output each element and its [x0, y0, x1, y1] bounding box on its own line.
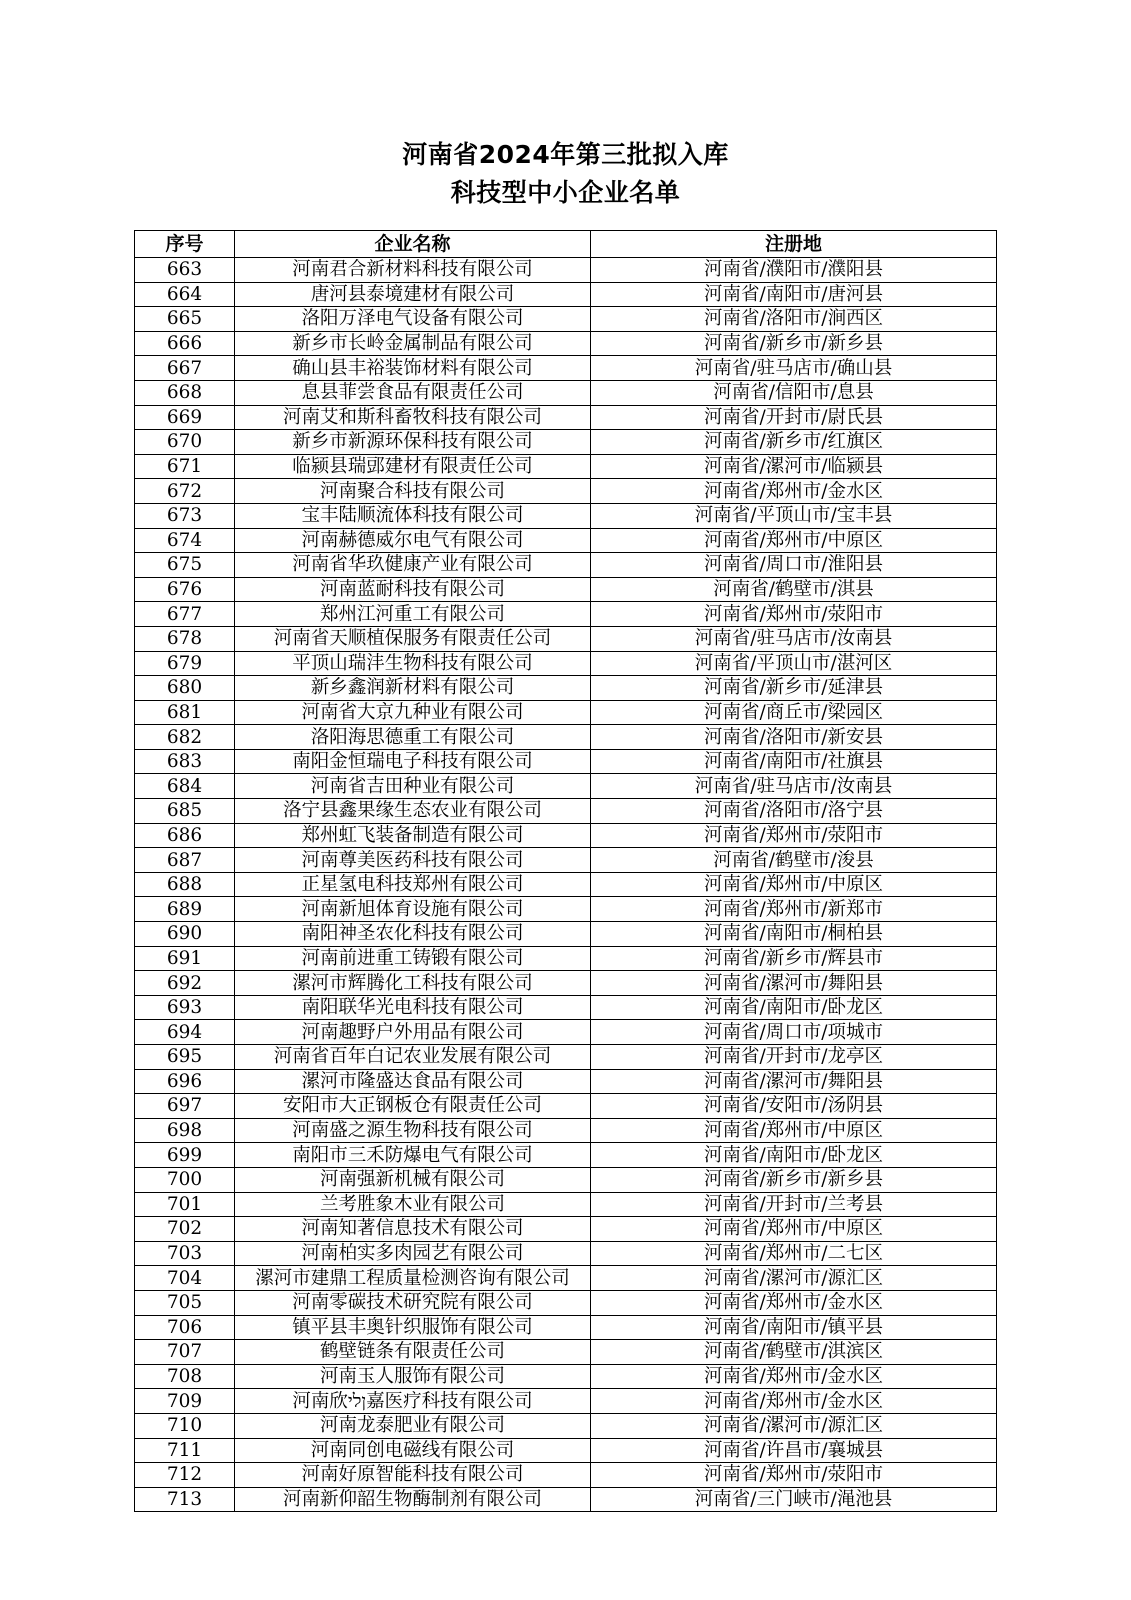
cell-index: 679: [135, 651, 235, 676]
cell-registration-place: 河南省/鹤壁市/浚县: [591, 848, 997, 873]
table-row: [135, 1364, 997, 1389]
cell-enterprise-name: 河南赫德威尔电气有限公司: [235, 528, 591, 553]
cell-index: 664: [135, 282, 235, 307]
cell-enterprise-name: 河南柏实多肉园艺有限公司: [235, 1241, 591, 1266]
cell-index: 667: [135, 356, 235, 381]
cell-enterprise-name: 新乡市新源环保科技有限公司: [235, 430, 591, 455]
cell-index: 666: [135, 331, 235, 356]
cell-enterprise-name: 南阳金恒瑞电子科技有限公司: [235, 749, 591, 774]
cell-enterprise-name: 河南尊美医药科技有限公司: [235, 848, 591, 873]
table-row: [135, 897, 997, 922]
cell-index: 696: [135, 1069, 235, 1094]
table-row: [135, 454, 997, 479]
cell-registration-place: 河南省/驻马店市/汝南县: [591, 774, 997, 799]
column-header-index: 序号: [135, 231, 235, 258]
cell-registration-place: 河南省/郑州市/中原区: [591, 528, 997, 553]
cell-registration-place: 河南省/平顶山市/宝丰县: [591, 503, 997, 528]
cell-registration-place: 河南省/南阳市/社旗县: [591, 749, 997, 774]
cell-registration-place: 河南省/漯河市/源汇区: [591, 1266, 997, 1291]
table-body: [135, 258, 997, 1512]
page-title: [110, 136, 1021, 212]
cell-enterprise-name: 河南趣野户外用品有限公司: [235, 1020, 591, 1045]
table-row: [135, 577, 997, 602]
cell-enterprise-name: 河南同创电磁线有限公司: [235, 1438, 591, 1463]
cell-enterprise-name: 鹤壁链条有限责任公司: [235, 1340, 591, 1365]
title-line-2: 科技型中小企业名单: [450, 178, 681, 207]
cell-index: 690: [135, 922, 235, 947]
table-row: [135, 1487, 997, 1512]
cell-index: 695: [135, 1045, 235, 1070]
cell-enterprise-name: 临颍县瑞郖建材有限责任公司: [235, 454, 591, 479]
cell-enterprise-name: 漯河市辉腾化工科技有限公司: [235, 971, 591, 996]
cell-registration-place: 河南省/开封市/尉氏县: [591, 405, 997, 430]
table-row: [135, 1389, 997, 1414]
cell-index: 712: [135, 1463, 235, 1488]
table-header-row: [135, 231, 997, 258]
cell-registration-place: 河南省/南阳市/桐柏县: [591, 922, 997, 947]
cell-index: 685: [135, 799, 235, 824]
cell-registration-place: 河南省/南阳市/镇平县: [591, 1315, 997, 1340]
table-row: [135, 282, 997, 307]
cell-index: 680: [135, 676, 235, 701]
table-row: [135, 922, 997, 947]
cell-index: 707: [135, 1340, 235, 1365]
cell-registration-place: 河南省/郑州市/中原区: [591, 872, 997, 897]
cell-enterprise-name: 河南零碳技术研究院有限公司: [235, 1290, 591, 1315]
table-row: [135, 1413, 997, 1438]
table-row: [135, 528, 997, 553]
cell-registration-place: 河南省/洛阳市/涧西区: [591, 307, 997, 332]
table-row: [135, 1192, 997, 1217]
cell-enterprise-name: 南阳市三禾防爆电气有限公司: [235, 1143, 591, 1168]
cell-enterprise-name: 洛阳万泽电气设备有限公司: [235, 307, 591, 332]
cell-enterprise-name: 洛宁县鑫果缘生态农业有限公司: [235, 799, 591, 824]
cell-registration-place: 河南省/漯河市/舞阳县: [591, 971, 997, 996]
cell-registration-place: 河南省/商丘市/梁园区: [591, 700, 997, 725]
table-row: [135, 1266, 997, 1291]
table-row: [135, 651, 997, 676]
cell-registration-place: 河南省/郑州市/新郑市: [591, 897, 997, 922]
cell-index: 670: [135, 430, 235, 455]
cell-index: 706: [135, 1315, 235, 1340]
cell-index: 709: [135, 1389, 235, 1414]
cell-enterprise-name: 河南省大京九种业有限公司: [235, 700, 591, 725]
cell-enterprise-name: 河南前进重工铸锻有限公司: [235, 946, 591, 971]
cell-enterprise-name: 正星氢电科技郑州有限公司: [235, 872, 591, 897]
cell-enterprise-name: 河南聚合科技有限公司: [235, 479, 591, 504]
table-row: [135, 553, 997, 578]
cell-registration-place: 河南省/郑州市/二七区: [591, 1241, 997, 1266]
table-row: [135, 1315, 997, 1340]
cell-registration-place: 河南省/开封市/兰考县: [591, 1192, 997, 1217]
cell-enterprise-name: 唐河县泰境建材有限公司: [235, 282, 591, 307]
cell-index: 708: [135, 1364, 235, 1389]
cell-enterprise-name: 平顶山瑞沣生物科技有限公司: [235, 651, 591, 676]
cell-index: 663: [135, 258, 235, 283]
cell-registration-place: 河南省/郑州市/金水区: [591, 479, 997, 504]
table-row: [135, 380, 997, 405]
cell-enterprise-name: 河南君合新材料科技有限公司: [235, 258, 591, 283]
table-row: [135, 872, 997, 897]
cell-enterprise-name: 河南省百年白记农业发展有限公司: [235, 1045, 591, 1070]
cell-enterprise-name: 河南新仰韶生物酶制剂有限公司: [235, 1487, 591, 1512]
cell-enterprise-name: 洛阳海思德重工有限公司: [235, 725, 591, 750]
cell-registration-place: 河南省/郑州市/金水区: [591, 1389, 997, 1414]
cell-index: 694: [135, 1020, 235, 1045]
cell-registration-place: 河南省/郑州市/中原区: [591, 1118, 997, 1143]
table-row: [135, 356, 997, 381]
cell-index: 683: [135, 749, 235, 774]
table-row: [135, 749, 997, 774]
cell-index: 693: [135, 995, 235, 1020]
cell-index: 674: [135, 528, 235, 553]
table-row: [135, 725, 997, 750]
cell-registration-place: 河南省/安阳市/汤阴县: [591, 1094, 997, 1119]
cell-enterprise-name: 河南强新机械有限公司: [235, 1167, 591, 1192]
cell-index: 673: [135, 503, 235, 528]
table-row: [135, 258, 997, 283]
table-row: [135, 1241, 997, 1266]
cell-index: 701: [135, 1192, 235, 1217]
table-row: [135, 1217, 997, 1242]
cell-enterprise-name: 河南省华玖健康产业有限公司: [235, 553, 591, 578]
cell-index: 668: [135, 380, 235, 405]
cell-index: 682: [135, 725, 235, 750]
cell-registration-place: 河南省/信阳市/息县: [591, 380, 997, 405]
table-row: [135, 946, 997, 971]
cell-enterprise-name: 漯河市隆盛达食品有限公司: [235, 1069, 591, 1094]
cell-index: 677: [135, 602, 235, 627]
table-row: [135, 430, 997, 455]
table-row: [135, 848, 997, 873]
cell-index: 687: [135, 848, 235, 873]
table-row: [135, 1143, 997, 1168]
cell-enterprise-name: 河南艾和斯科畜牧科技有限公司: [235, 405, 591, 430]
cell-registration-place: 河南省/郑州市/荥阳市: [591, 602, 997, 627]
cell-enterprise-name: 河南省天顺植保服务有限责任公司: [235, 626, 591, 651]
cell-enterprise-name: 河南盛之源生物科技有限公司: [235, 1118, 591, 1143]
cell-enterprise-name: 河南蓝耐科技有限公司: [235, 577, 591, 602]
table-row: [135, 405, 997, 430]
cell-index: 671: [135, 454, 235, 479]
title-line-1: 河南省2024年第三批拟入库: [402, 140, 729, 169]
cell-index: 675: [135, 553, 235, 578]
cell-enterprise-name: 确山县丰裕装饰材料有限公司: [235, 356, 591, 381]
cell-registration-place: 河南省/南阳市/卧龙区: [591, 1143, 997, 1168]
table-row: [135, 799, 997, 824]
cell-enterprise-name: 漯河市建鼎工程质量检测咨询有限公司: [235, 1266, 591, 1291]
cell-enterprise-name: 河南省吉田种业有限公司: [235, 774, 591, 799]
cell-index: 700: [135, 1167, 235, 1192]
cell-enterprise-name: 新乡鑫润新材料有限公司: [235, 676, 591, 701]
cell-index: 676: [135, 577, 235, 602]
table-row: [135, 1069, 997, 1094]
cell-index: 704: [135, 1266, 235, 1291]
cell-index: 703: [135, 1241, 235, 1266]
cell-registration-place: 河南省/新乡市/延津县: [591, 676, 997, 701]
cell-registration-place: 河南省/三门峡市/渑池县: [591, 1487, 997, 1512]
cell-index: 702: [135, 1217, 235, 1242]
cell-registration-place: 河南省/郑州市/金水区: [591, 1290, 997, 1315]
table-row: [135, 331, 997, 356]
column-header-registration-place: 注册地: [591, 231, 997, 258]
table-row: [135, 1340, 997, 1365]
cell-registration-place: 河南省/鹤壁市/淇滨区: [591, 1340, 997, 1365]
cell-enterprise-name: 兰考胜象木业有限公司: [235, 1192, 591, 1217]
cell-registration-place: 河南省/南阳市/唐河县: [591, 282, 997, 307]
cell-registration-place: 河南省/洛阳市/洛宁县: [591, 799, 997, 824]
cell-registration-place: 河南省/新乡市/新乡县: [591, 1167, 997, 1192]
table-row: [135, 1167, 997, 1192]
cell-index: 686: [135, 823, 235, 848]
cell-enterprise-name: 河南好原智能科技有限公司: [235, 1463, 591, 1488]
cell-registration-place: 河南省/濮阳市/濮阳县: [591, 258, 997, 283]
table-row: [135, 602, 997, 627]
table-row: [135, 676, 997, 701]
table-row: [135, 626, 997, 651]
cell-index: 665: [135, 307, 235, 332]
cell-index: 691: [135, 946, 235, 971]
cell-registration-place: 河南省/驻马店市/确山县: [591, 356, 997, 381]
cell-index: 713: [135, 1487, 235, 1512]
table-row: [135, 1020, 997, 1045]
cell-index: 699: [135, 1143, 235, 1168]
cell-index: 705: [135, 1290, 235, 1315]
cell-index: 710: [135, 1413, 235, 1438]
cell-registration-place: 河南省/许昌市/襄城县: [591, 1438, 997, 1463]
cell-registration-place: 河南省/周口市/淮阳县: [591, 553, 997, 578]
table-row: [135, 1118, 997, 1143]
table-row: [135, 700, 997, 725]
cell-index: 688: [135, 872, 235, 897]
table-row: [135, 995, 997, 1020]
cell-registration-place: 河南省/郑州市/金水区: [591, 1364, 997, 1389]
cell-registration-place: 河南省/鹤壁市/淇县: [591, 577, 997, 602]
cell-index: 672: [135, 479, 235, 504]
cell-registration-place: 河南省/南阳市/卧龙区: [591, 995, 997, 1020]
cell-index: 697: [135, 1094, 235, 1119]
cell-registration-place: 河南省/开封市/龙亭区: [591, 1045, 997, 1070]
cell-enterprise-name: 河南龙泰肥业有限公司: [235, 1413, 591, 1438]
cell-enterprise-name: 新乡市长岭金属制品有限公司: [235, 331, 591, 356]
table-row: [135, 774, 997, 799]
cell-enterprise-name: 郑州虹飞装备制造有限公司: [235, 823, 591, 848]
cell-registration-place: 河南省/郑州市/中原区: [591, 1217, 997, 1242]
cell-registration-place: 河南省/漯河市/源汇区: [591, 1413, 997, 1438]
cell-enterprise-name: 南阳联华光电科技有限公司: [235, 995, 591, 1020]
table-row: [135, 1045, 997, 1070]
table-row: [135, 1463, 997, 1488]
cell-enterprise-name: 郑州江河重工有限公司: [235, 602, 591, 627]
enterprise-list-table: [134, 230, 997, 1512]
cell-enterprise-name: 安阳市大正钢板仓有限责任公司: [235, 1094, 591, 1119]
cell-registration-place: 河南省/新乡市/辉县市: [591, 946, 997, 971]
cell-registration-place: 河南省/郑州市/荥阳市: [591, 1463, 997, 1488]
cell-enterprise-name: 息县菲尝食品有限责任公司: [235, 380, 591, 405]
cell-registration-place: 河南省/郑州市/荥阳市: [591, 823, 997, 848]
cell-registration-place: 河南省/新乡市/新乡县: [591, 331, 997, 356]
cell-index: 692: [135, 971, 235, 996]
table-row: [135, 823, 997, 848]
cell-index: 698: [135, 1118, 235, 1143]
cell-index: 711: [135, 1438, 235, 1463]
cell-registration-place: 河南省/平顶山市/湛河区: [591, 651, 997, 676]
cell-registration-place: 河南省/漯河市/舞阳县: [591, 1069, 997, 1094]
cell-enterprise-name: 河南新旭体育设施有限公司: [235, 897, 591, 922]
cell-enterprise-name: 河南知著信息技术有限公司: [235, 1217, 591, 1242]
cell-index: 684: [135, 774, 235, 799]
table-row: [135, 971, 997, 996]
table-row: [135, 479, 997, 504]
cell-index: 681: [135, 700, 235, 725]
cell-registration-place: 河南省/漯河市/临颍县: [591, 454, 997, 479]
cell-enterprise-name: 河南玉人服饰有限公司: [235, 1364, 591, 1389]
cell-registration-place: 河南省/驻马店市/汝南县: [591, 626, 997, 651]
column-header-enterprise-name: 企业名称: [235, 231, 591, 258]
cell-enterprise-name: 河南欣ןלי嘉医疗科技有限公司: [235, 1389, 591, 1414]
cell-index: 689: [135, 897, 235, 922]
table-row: [135, 1094, 997, 1119]
table-row: [135, 307, 997, 332]
cell-registration-place: 河南省/洛阳市/新安县: [591, 725, 997, 750]
cell-index: 669: [135, 405, 235, 430]
table-row: [135, 503, 997, 528]
cell-registration-place: 河南省/新乡市/红旗区: [591, 430, 997, 455]
table-row: [135, 1290, 997, 1315]
table-row: [135, 1438, 997, 1463]
cell-registration-place: 河南省/周口市/项城市: [591, 1020, 997, 1045]
cell-enterprise-name: 宝丰陆顺流体科技有限公司: [235, 503, 591, 528]
cell-index: 678: [135, 626, 235, 651]
cell-enterprise-name: 镇平县丰奥针织服饰有限公司: [235, 1315, 591, 1340]
cell-enterprise-name: 南阳神圣农化科技有限公司: [235, 922, 591, 947]
